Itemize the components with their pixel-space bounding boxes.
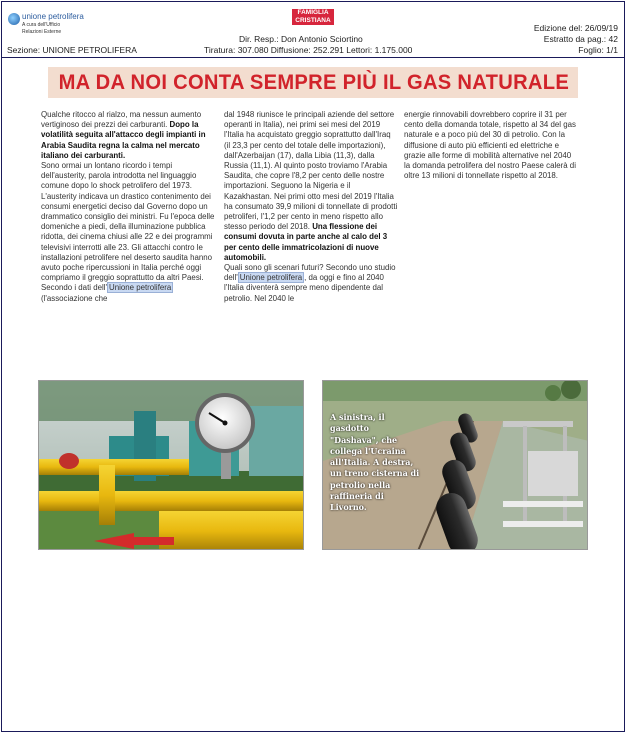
edition-date: Edizione del: 26/09/19 (533, 23, 618, 33)
gas-pipeline-illustration (39, 381, 304, 550)
highlight-unione-petrolifera: Unione petrolifera (239, 273, 303, 283)
director: Dir. Resp.: Don Antonio Sciortino (239, 34, 363, 44)
logo-name: unione petrolifera (22, 12, 84, 21)
sheet-number: Foglio: 1/1 (578, 45, 618, 55)
extract-page: Estratto da pag.: 42 (543, 34, 618, 44)
logo-globe-icon (8, 13, 20, 25)
logo-line3: Relazioni Esterne (22, 29, 62, 35)
col1-paragraph-1 (41, 110, 219, 161)
publisher-logo (8, 12, 100, 40)
col2-body-2: Quali sono gli scenari futuri? Secondo uno studio dell' (224, 263, 396, 283)
col2-body-2-tail: , da oggi e fino al 2040 l'Italia diventerà sempre meno dipendente dal petrolio. Nel 2040 le (224, 273, 384, 303)
col2-paragraph-2 (224, 263, 398, 304)
highlight-unione-petrolifera: Unione petrolifera (109, 283, 172, 293)
header-divider (1, 57, 625, 58)
col1-intro-bold: Dopo la volatilità seguita all'attacco degli impianti in Arabia Saudita regna la calma nel mercato italiano dei carburanti. (41, 120, 206, 160)
headline: MA DA NOI CONTA SEMPRE PIÙ IL GAS NATURALE (58, 71, 570, 94)
text-column-1 (41, 110, 219, 304)
masthead-line2: CRISTIANA (295, 17, 331, 24)
text-column-3 (404, 110, 578, 181)
photo-gas-pipeline (38, 380, 304, 550)
text-column-2 (224, 110, 398, 304)
section-label: Sezione: UNIONE PETROLIFERA (7, 45, 137, 55)
col2-paragraph-1 (224, 110, 398, 263)
masthead-line1: FAMIGLIA (297, 9, 329, 16)
masthead-logo (292, 9, 334, 25)
col2-body: dal 1948 riunisce le principali aziende del settore operanti in Italia), nei primi sei mesi del 2019 l'Italia ha acquistato greggio soprattutto dall'Iraq (il 23,3 per cento del totale delle importazioni), dall'Azerbaijan (17), dalla Libia (11,3), dalla Russia (11,1). Al quinto posto troviamo l'Arabia Saudita, che copre l'8,2 per cento delle nostre importazioni. Seguono la Nigeria e il Kazakhastan. Nei primi otto mesi del 2019 l'Italia ha consumato 39,9 milioni di tonnellate di prodotti petroliferi, l'1,2 per cento in meno rispetto allo stesso periodo del 2018. (224, 110, 398, 232)
circulation: Tiratura: 307.080 Diffusione: 252.291 Lettori: 1.175.000 (204, 45, 413, 55)
col1-intro: Qualche ritocco al rialzo, ma nessun aumento vertiginoso dei prezzi dei carburanti. (41, 110, 202, 130)
photo-caption: A sinistra, il gasdotto "Dashava", che collega l'Ucraina all'Italia. A destra, un treno cisterna di petrolio nella raffineria di Livorno. (330, 412, 420, 513)
col1-body-tail: (l'associazione che (41, 293, 108, 303)
col1-paragraph-2 (41, 161, 219, 304)
col1-body: Sono ormai un lontano ricordo i tempi dell'austerity, parola introdotta nel linguaggio comune dopo lo shock petrolifero del 1973. L'austerity indicava un drastico contenimento dei consumi energetici deciso dal Governo dopo un drammatico consiglio dei ministri. Fu l'epoca delle domeniche a piedi, della illuminazione pubblica ridotta, dei cinema chiusi alle 22 e dei programmi televisivi interrotti alle 23. Gli attacchi contro le installazioni petrolifere nel deserto saudita hanno avuto poche ripercussioni in Italia perché oggi compriamo il greggio soprattutto da altri Paesi. Secondo i dati dell' (41, 161, 215, 293)
col3-body: energie rinnovabili dovrebbero coprire il 31 per cento della domanda totale, rispetto al 34 del gas naturale e a poco più del 30 di petrolio. Con la diffusione di auto più efficienti ed elettriche e grazie alle forme di mobilità alternative nel 2040 la domanda petrolifera del nostro Paese calerà di oltre 13 milioni di tonnellate rispetto al 2018. (404, 110, 576, 181)
col2-body-bold: Una flessione dei consumi dovuta in parte anche al calo del 3 per cento delle immatricolazioni di nuove automobili. (224, 222, 388, 262)
logo-line2: A cura dell'Ufficio (22, 22, 61, 28)
